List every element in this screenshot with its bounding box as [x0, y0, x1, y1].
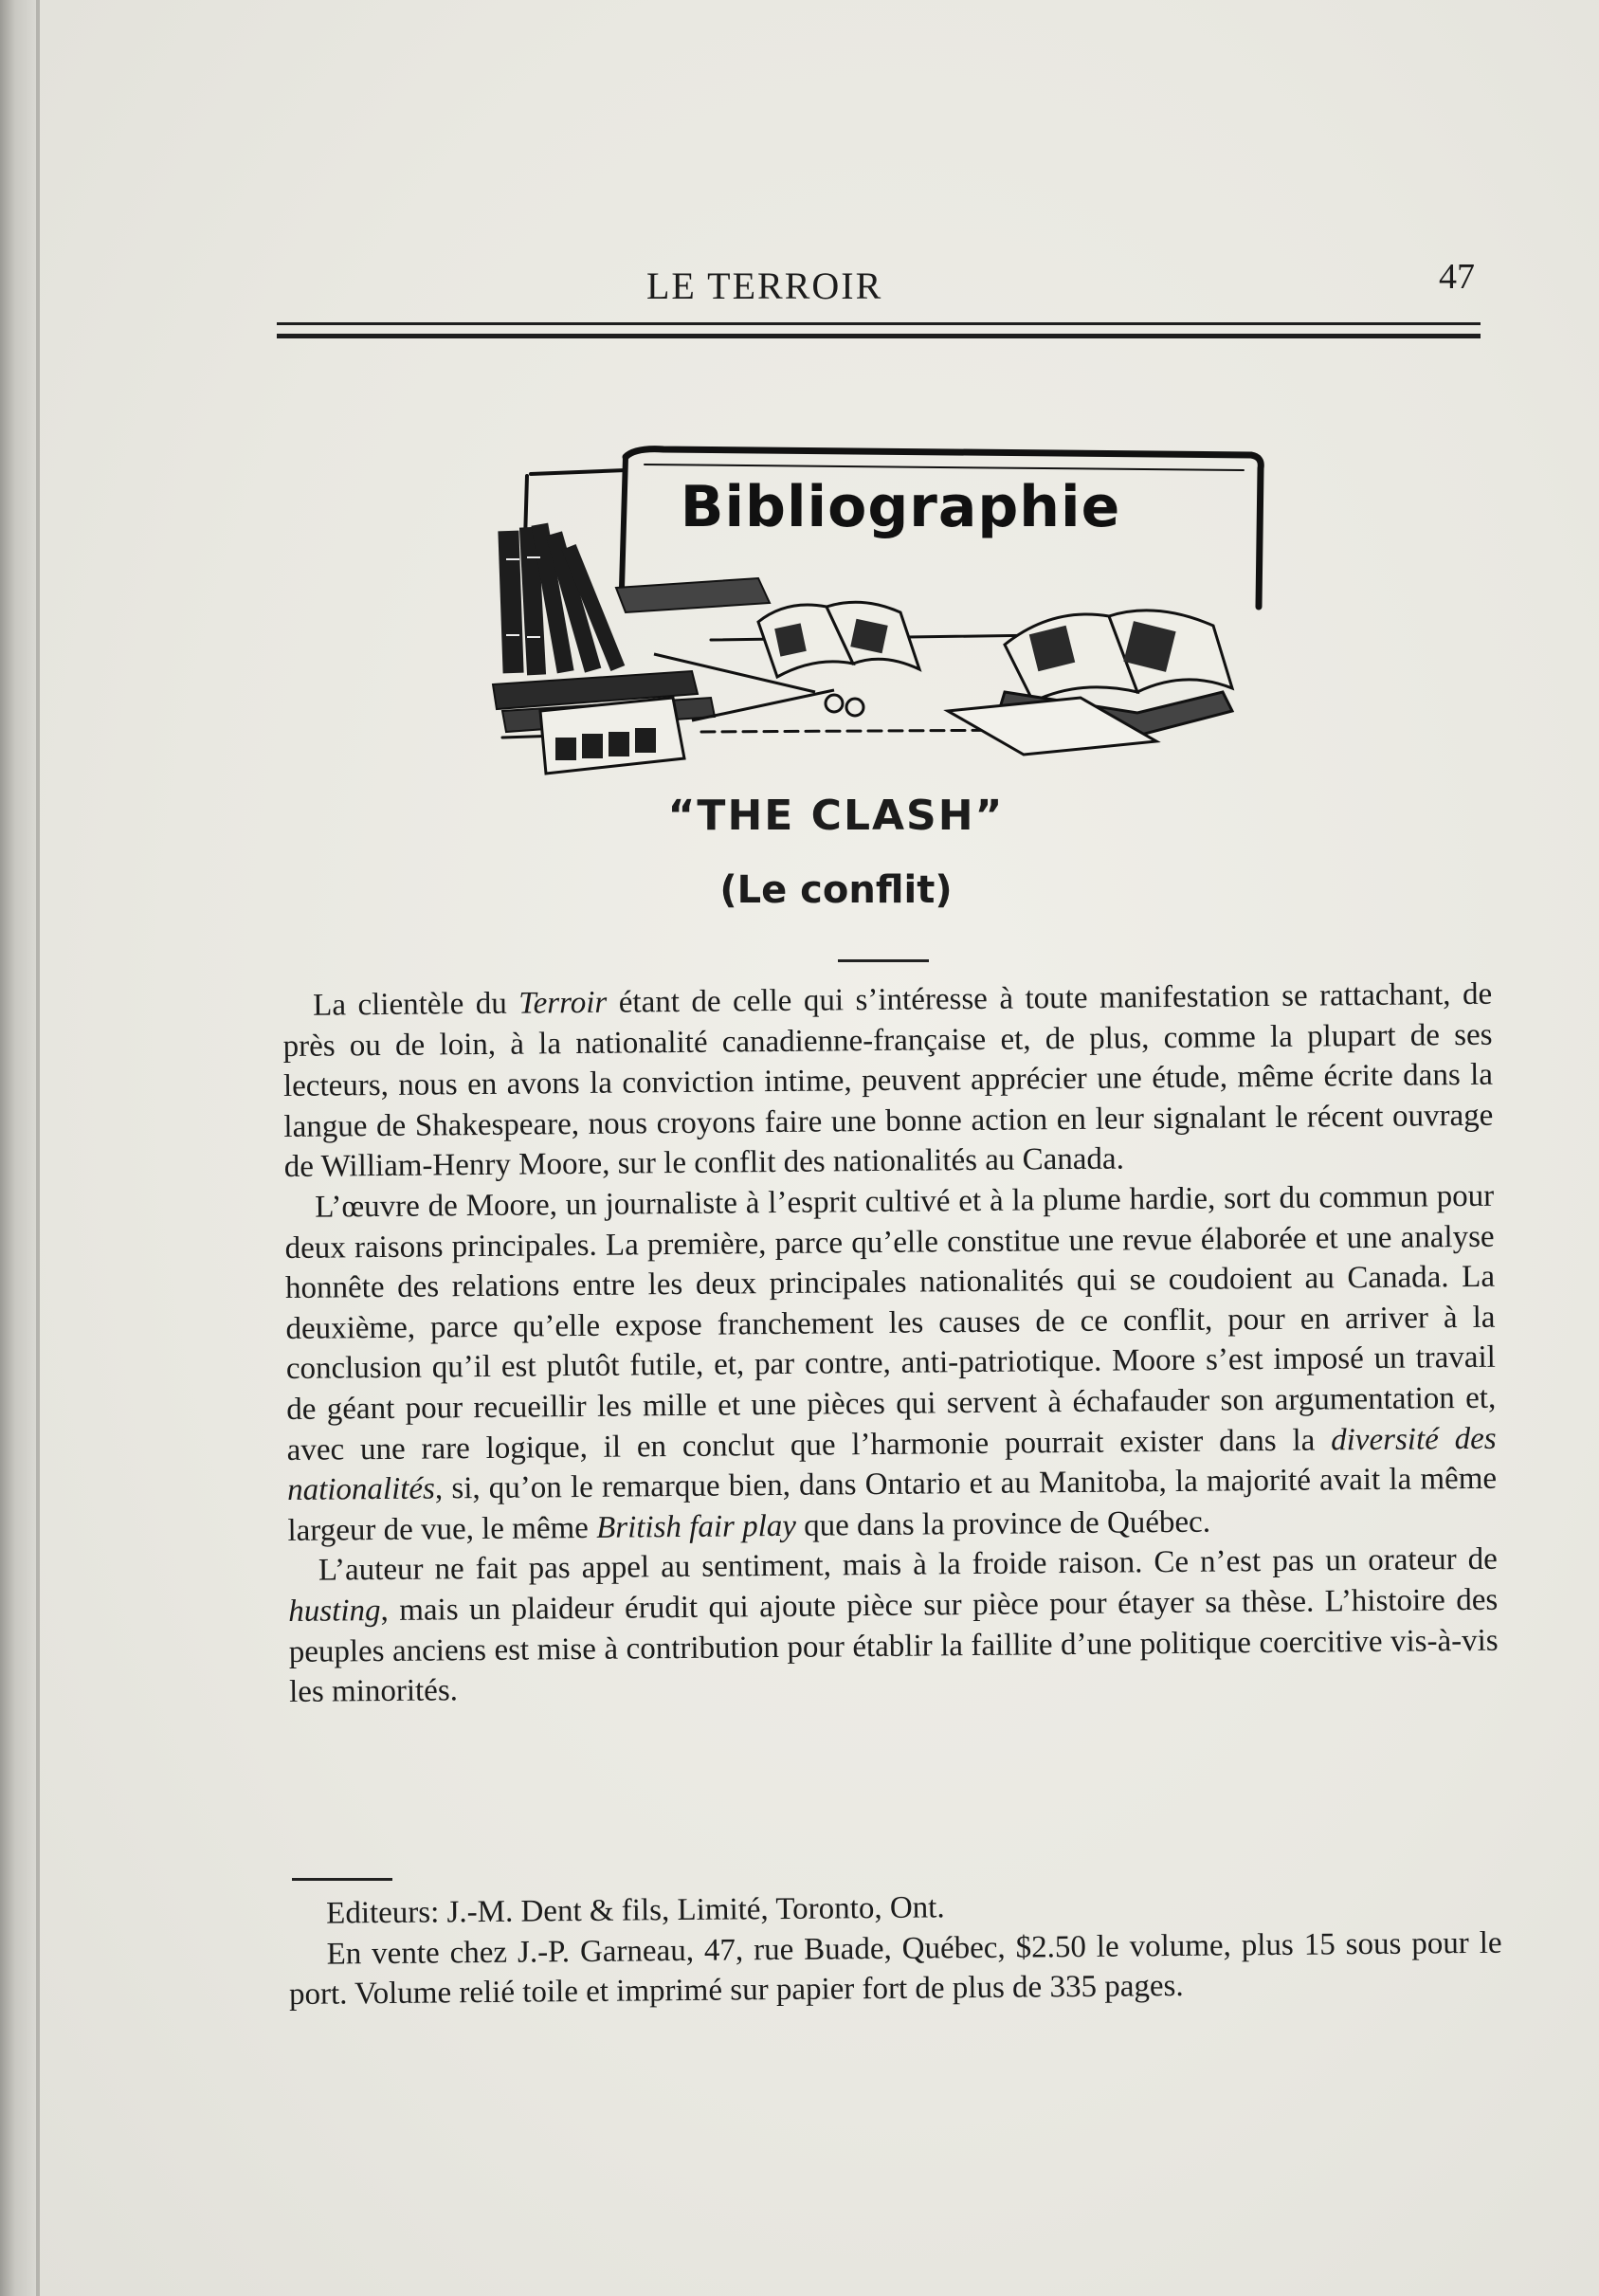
paragraph-text: étant de celle qui s’intéresse à toute manifestation se rattachant, de près ou de loin, à la nationalité canadienne-française et, de plus, comme la plupart de ses lecteurs, nous en avons la conviction intime, peuvent apprécier une étude, même écrite dans la langue de Shakespeare, nous croyons faire une bonne action en leur signalant le récent ouvrage de William-Henry Moore, sur le conflit des nationalités au Canada. — [282, 976, 1494, 1185]
publication-notes — [288, 1883, 1502, 2015]
header-rule-thick — [277, 334, 1481, 338]
book-page — [40, 0, 1599, 2296]
paragraph-text: L’auteur ne fait pas appel au sentiment, mais à la froide raison. Ce n’est pas un orateur de — [318, 1542, 1499, 1588]
italic-text: husting — [288, 1593, 381, 1629]
header-rule-thin — [277, 322, 1481, 325]
publishers-note: Editeurs: J.-M. Dent & fils, Limité, Toronto, Ont. — [326, 1890, 945, 1931]
italic-text: British fair play — [595, 1508, 797, 1545]
title-rule — [838, 959, 929, 962]
notes-rule — [292, 1878, 392, 1881]
paragraph-1 — [282, 975, 1494, 1188]
sale-note: En vente chez J.-P. Garneau, 47, rue Buade, Québec, $2.50 le volume, plus 15 sous pour le port. Volume relié toile et imprimé sur papier fort de plus de 335 pages. — [288, 1925, 1502, 2013]
paragraph-text: , mais un plaideur érudit qui ajoute pièce sur pièce pour étayer sa thèse. L’histoire des peuples anciens est mise à contribution pour établir la faillite d’une politique coercitive vis-à-vis les minorités. — [288, 1582, 1499, 1710]
book-spine — [0, 0, 38, 2296]
article-body — [282, 975, 1499, 1713]
paragraph-text: La clientèle du — [313, 986, 519, 1023]
paragraph-text: L’œuvre de Moore, un journaliste à l’esprit cultivé et à la plume hardie, sort du commun pour deux raisons principales. La première, parce qu’elle constitue une revue élaborée et une analyse honnête des relations entre les deux principales nationalités qui se coudoient au Canada. La deuxième, parce qu’elle expose franchement les causes de ce conflit, pour en arriver à la conclusion qu’il est plutôt futile, et, par contre, anti-patriotique. Moore s’est imposé un travail de géant pour recueillir les mille et une pièces qui servent à échafauder son argumentation et, avec une rare logique, il en conclut que l’harmonie pourrait exister dans la — [284, 1178, 1497, 1467]
italic-text: Terroir — [518, 985, 608, 1021]
page-number: 47 — [1439, 257, 1475, 297]
paragraph-text: , si, qu’on le remarque bien, dans Ontario et au Manitoba, la majorité avait la même largeur de vue, le même — [287, 1461, 1498, 1548]
italic-text: diversité des nationalités — [286, 1421, 1497, 1508]
paragraph-3 — [288, 1540, 1499, 1713]
illustration-title: Bibliographie — [680, 474, 1121, 540]
books-scene-illustration — [474, 436, 1280, 783]
paragraph-2 — [284, 1176, 1498, 1552]
paragraph-text: que dans la province de Québec. — [795, 1504, 1211, 1543]
article-title: “THE CLASH” — [667, 792, 1005, 840]
article-subtitle: (Le conflit) — [719, 868, 953, 912]
running-title: LE TERROIR — [646, 264, 883, 307]
